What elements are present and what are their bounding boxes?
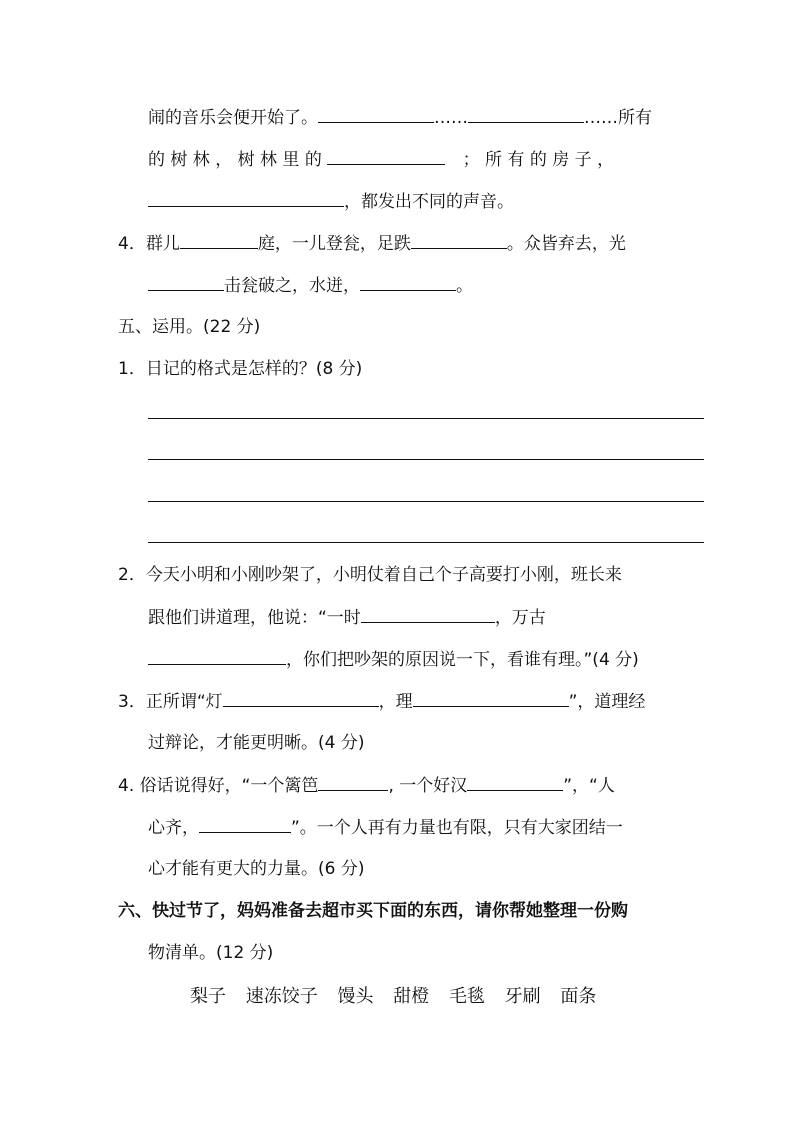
shopping-items xyxy=(190,982,610,1008)
s5-q2-blank-1[interactable] xyxy=(361,606,495,623)
s5-q4-blank-2[interactable] xyxy=(467,774,563,791)
s5-q4-text: 心齐， xyxy=(148,818,199,838)
s5-q3-text: 3．正所谓“灯 xyxy=(118,692,223,712)
question-number: 4． xyxy=(118,234,146,254)
q3-text: 的 树 林 ， 树 林 里 的 xyxy=(148,150,322,170)
s5-q3-text: ，理 xyxy=(378,692,413,712)
q4-blank-3[interactable] xyxy=(148,274,224,291)
s5-q3-text: ”，道理经 xyxy=(568,692,646,712)
section-5-heading: 五、运用。(22 分) xyxy=(118,317,261,337)
q3-blank-4[interactable] xyxy=(148,190,344,207)
q3-text: 闹的音乐会便开始了。 xyxy=(148,108,318,128)
q3-text: ，都发出不同的声音。 xyxy=(344,192,514,212)
s5-q4-text: ”。一个人再有力量也有限，只有大家团结一 xyxy=(291,818,623,838)
s5-q2-line-1: 2．今天小明和小刚吵架了，小明仗着自己个子高要打小刚，班长来 xyxy=(118,565,622,585)
s5-q4-line-2 xyxy=(148,816,623,838)
answer-line-2[interactable] xyxy=(148,459,704,460)
q4-blank-2[interactable] xyxy=(411,232,507,249)
answer-line-1[interactable] xyxy=(148,418,704,419)
q4-text: 。 xyxy=(456,276,473,296)
q3-line-2 xyxy=(148,148,614,170)
q3-text: ； 所 有 的 房 子 ， xyxy=(462,150,615,170)
s5-q4-text: ”，“人 xyxy=(563,776,615,796)
q4-text: 群儿 xyxy=(145,234,180,254)
q4-text: 击瓮破之，水迸， xyxy=(224,276,360,296)
q3-blank-2[interactable] xyxy=(468,106,584,123)
item: 馒头 xyxy=(337,986,374,1007)
q3-blank-1[interactable] xyxy=(318,106,434,123)
s5-q2-blank-2[interactable] xyxy=(148,648,286,665)
item: 牙刷 xyxy=(504,986,541,1007)
s5-q2-text: ，万古 xyxy=(494,608,546,628)
q4-line-1 xyxy=(118,232,626,254)
s5-q2-line-2 xyxy=(148,606,546,628)
s5-q4-blank-3[interactable] xyxy=(199,816,291,833)
s5-q3-blank-1[interactable] xyxy=(223,690,379,707)
q4-text: 庭，一儿登瓮，足跌 xyxy=(257,234,411,254)
q4-blank-4[interactable] xyxy=(360,274,456,291)
answer-line-4[interactable] xyxy=(148,542,704,543)
item: 面条 xyxy=(560,986,597,1007)
section-6-heading-line-1: 六、快过节了，妈妈准备去超市买下面的东西，请你帮她整理一份购 xyxy=(118,901,628,921)
s5-q2-line-3 xyxy=(148,648,639,670)
q4-text: 。众皆弃去，光 xyxy=(506,234,626,254)
answer-line-3[interactable] xyxy=(148,501,704,502)
item: 梨子 xyxy=(190,986,226,1007)
q3-text: ……所有 xyxy=(584,108,652,128)
q3-line-3 xyxy=(148,190,514,212)
s5-q4-line-1 xyxy=(118,774,615,796)
s5-q2-text: ，你们把吵架的原因说一下，看谁有理。”(4 分) xyxy=(286,650,639,670)
q4-blank-1[interactable] xyxy=(180,232,258,249)
section-6-heading-line-2: 物清单。(12 分) xyxy=(148,943,274,963)
item: 甜橙 xyxy=(393,986,430,1007)
s5-q4-text: 4. 俗话说得好，“一个篱笆 xyxy=(118,776,319,796)
s5-q4-line-3: 心才能有更大的力量。(6 分) xyxy=(148,859,365,879)
s5-q2-text: 跟他们讲道理，他说：“一时 xyxy=(148,608,361,628)
q3-blank-3[interactable] xyxy=(327,148,445,165)
q3-ellipsis: …… xyxy=(434,108,468,128)
s5-q4-text: , 一个好汉 xyxy=(388,776,468,796)
s5-q4-blank-1[interactable] xyxy=(318,774,388,791)
s5-q3-line-1 xyxy=(118,690,645,712)
item: 毛毯 xyxy=(448,986,485,1007)
q3-line-1 xyxy=(148,106,652,128)
s5-q3-line-2: 过辩论，才能更明晰。(4 分) xyxy=(148,733,365,753)
s5-q1: 1．日记的格式是怎样的？(8 分) xyxy=(118,359,363,379)
item: 速冻饺子 xyxy=(245,986,318,1007)
s5-q3-blank-2[interactable] xyxy=(413,690,569,707)
q4-line-2 xyxy=(148,274,473,296)
